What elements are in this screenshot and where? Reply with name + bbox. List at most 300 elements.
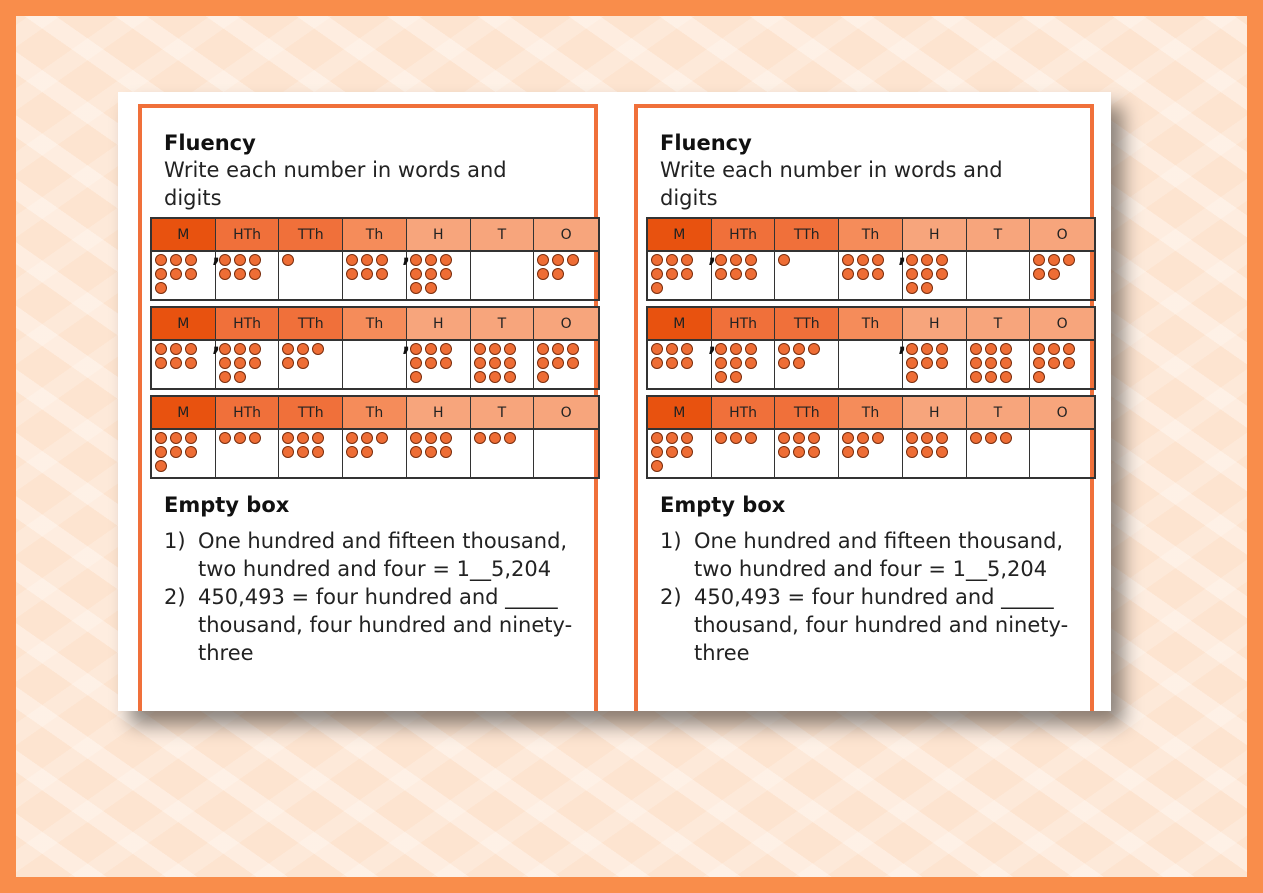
question-text: 450,493 = four hundred and _____ thousand, four hundred and ninety-three [694, 585, 1069, 665]
counter [297, 432, 309, 444]
column-header: HTh [712, 308, 776, 341]
counter [921, 357, 933, 369]
counter [730, 254, 742, 266]
counter [489, 343, 501, 355]
counters [906, 432, 962, 460]
counter [282, 343, 294, 355]
counter [504, 343, 516, 355]
counters [219, 432, 275, 446]
counter [425, 268, 437, 280]
section-title: Empty box [660, 493, 786, 517]
question [660, 527, 1094, 583]
counter [312, 446, 324, 458]
column-header: T [967, 219, 1031, 252]
counter [651, 254, 663, 266]
counter [906, 446, 918, 458]
counter [715, 432, 727, 444]
column-header: M [152, 219, 216, 252]
counter [730, 432, 742, 444]
counter [361, 254, 373, 266]
counter [567, 357, 579, 369]
counter [155, 357, 167, 369]
counter [842, 432, 854, 444]
counter [985, 357, 997, 369]
counter [921, 254, 933, 266]
counter [681, 254, 693, 266]
counter [440, 432, 452, 444]
counter [793, 357, 805, 369]
counters [474, 432, 530, 446]
column-header: M [152, 397, 216, 430]
counter [297, 357, 309, 369]
counter [872, 432, 884, 444]
column-header: H [903, 397, 967, 430]
counters [651, 343, 707, 371]
place-value-grid [646, 395, 1096, 479]
section-title: Empty box [164, 493, 290, 517]
counter [651, 282, 663, 294]
counter [425, 343, 437, 355]
counter [1048, 357, 1060, 369]
counter-cell [648, 252, 712, 299]
column-header: T [471, 219, 535, 252]
counter [666, 357, 678, 369]
column-header: H [903, 219, 967, 252]
counters [906, 343, 962, 385]
column-header: T [967, 397, 1031, 430]
column-header: TTh [279, 308, 343, 341]
counter [970, 432, 982, 444]
column-header: M [152, 308, 216, 341]
counter [361, 432, 373, 444]
counter [537, 371, 549, 383]
column-header: O [534, 397, 598, 430]
column-header: TTh [775, 308, 839, 341]
counter [170, 343, 182, 355]
counter [219, 357, 231, 369]
counter [970, 343, 982, 355]
counter [552, 254, 564, 266]
counter [842, 268, 854, 280]
counter [219, 432, 231, 444]
question-number: 2) [660, 585, 682, 609]
counter-cell [775, 252, 839, 299]
counter [936, 432, 948, 444]
counter [906, 254, 918, 266]
counter [1033, 357, 1045, 369]
column-header: Th [839, 219, 903, 252]
counter [1000, 371, 1012, 383]
column-header: O [1030, 397, 1094, 430]
place-value-grid [150, 395, 600, 479]
counters [842, 432, 898, 460]
counter [170, 268, 182, 280]
counters [651, 432, 707, 474]
column-header: H [407, 397, 471, 430]
counter [715, 254, 727, 266]
counter [346, 268, 358, 280]
counter [185, 343, 197, 355]
counter [312, 432, 324, 444]
counter-cell [152, 341, 216, 388]
counter [297, 446, 309, 458]
counters [219, 254, 275, 282]
counters [906, 254, 962, 296]
counter [474, 343, 486, 355]
counter [440, 357, 452, 369]
counter [666, 446, 678, 458]
digit-comma: , [898, 243, 907, 268]
counter [1048, 343, 1060, 355]
counter-cell [648, 341, 712, 388]
fluency-card-right [634, 104, 1094, 711]
counter [425, 282, 437, 294]
counters [155, 343, 211, 371]
counters [346, 432, 402, 460]
counter [681, 446, 693, 458]
counter [170, 446, 182, 458]
counter [651, 432, 663, 444]
counter [425, 446, 437, 458]
question-number: 2) [164, 585, 186, 609]
counter [489, 357, 501, 369]
counter [504, 357, 516, 369]
counter [1063, 357, 1075, 369]
counter-cell [471, 430, 535, 477]
question-text: One hundred and fifteen thousand, two hundred and four = 1__5,204 [694, 529, 1064, 581]
counter-cell [712, 430, 776, 477]
counters [537, 254, 593, 282]
counter [745, 268, 757, 280]
counters [282, 254, 338, 268]
card-title: Fluency [660, 131, 752, 155]
counter [985, 343, 997, 355]
counter [219, 343, 231, 355]
counter-cell [343, 430, 407, 477]
counter [489, 432, 501, 444]
counter-cell [343, 341, 407, 388]
counter-cell [279, 252, 343, 299]
counters [537, 343, 593, 385]
counter [872, 254, 884, 266]
counter [376, 432, 388, 444]
counter [921, 343, 933, 355]
counter [474, 432, 486, 444]
counter [808, 343, 820, 355]
counter [681, 357, 693, 369]
counter [155, 446, 167, 458]
counter [921, 446, 933, 458]
counter [651, 268, 663, 280]
counter [666, 254, 678, 266]
counter [440, 446, 452, 458]
column-header: M [648, 397, 712, 430]
column-header: M [648, 308, 712, 341]
counter-cell [534, 341, 598, 388]
counter [282, 432, 294, 444]
counter [185, 357, 197, 369]
counter [985, 371, 997, 383]
counter-cell [839, 430, 903, 477]
counter [410, 254, 422, 266]
column-header: TTh [775, 397, 839, 430]
counter [936, 357, 948, 369]
counter-cell [712, 252, 776, 299]
counter [857, 268, 869, 280]
counter-cell [407, 341, 471, 388]
column-header: HTh [216, 308, 280, 341]
column-header: O [534, 219, 598, 252]
counter [234, 357, 246, 369]
counter [730, 357, 742, 369]
counter-cell [407, 252, 471, 299]
counter [567, 254, 579, 266]
counter [346, 446, 358, 458]
column-header: HTh [216, 219, 280, 252]
question [660, 583, 1094, 667]
counter [234, 268, 246, 280]
column-header: Th [343, 219, 407, 252]
counter [921, 282, 933, 294]
counter-cell [471, 252, 535, 299]
counters [970, 432, 1026, 446]
counter [808, 446, 820, 458]
counter-cell [903, 252, 967, 299]
counter [504, 371, 516, 383]
counter [842, 446, 854, 458]
column-header: TTh [279, 397, 343, 430]
counter [410, 446, 422, 458]
column-header: Th [839, 397, 903, 430]
counter [440, 268, 452, 280]
counters [219, 343, 275, 385]
worksheet-preview [118, 92, 1111, 711]
counter-cell [967, 430, 1031, 477]
counter-cell [1030, 430, 1094, 477]
place-value-grid [150, 306, 600, 390]
counter [440, 343, 452, 355]
counter [651, 460, 663, 472]
counter [361, 446, 373, 458]
counter [857, 446, 869, 458]
counter-cell [1030, 252, 1094, 299]
counters [842, 254, 898, 282]
counters [346, 254, 402, 282]
counter [552, 268, 564, 280]
counter [474, 357, 486, 369]
digit-comma: , [212, 243, 221, 268]
digit-comma: , [402, 243, 411, 268]
counter-cell [343, 252, 407, 299]
counters [155, 432, 211, 474]
counter-cell [903, 430, 967, 477]
counter [312, 343, 324, 355]
counter [410, 357, 422, 369]
counter-cell [152, 252, 216, 299]
counters [410, 432, 466, 460]
question [164, 583, 598, 667]
counter [730, 268, 742, 280]
counter [793, 446, 805, 458]
digit-comma: , [708, 243, 717, 268]
counter-cell [534, 252, 598, 299]
counter [681, 432, 693, 444]
counter [778, 254, 790, 266]
counter-cell [839, 252, 903, 299]
counter [793, 343, 805, 355]
counter [155, 343, 167, 355]
counter-cell [903, 341, 967, 388]
counter [185, 432, 197, 444]
counter [234, 254, 246, 266]
place-value-grid [150, 217, 600, 301]
counter [906, 371, 918, 383]
counter [219, 268, 231, 280]
counters [410, 254, 466, 296]
counters [778, 343, 834, 371]
counter [857, 254, 869, 266]
counter [857, 432, 869, 444]
counter [440, 254, 452, 266]
column-header: T [471, 308, 535, 341]
counter [778, 432, 790, 444]
counter [410, 343, 422, 355]
counter-cell [216, 252, 280, 299]
counter [936, 268, 948, 280]
fluency-card-left [138, 104, 598, 711]
counter [249, 268, 261, 280]
counter [715, 371, 727, 383]
counter [155, 268, 167, 280]
column-header: O [1030, 219, 1094, 252]
card-title: Fluency [164, 131, 256, 155]
counter [234, 343, 246, 355]
counter [489, 371, 501, 383]
counter [778, 357, 790, 369]
counter-cell [1030, 341, 1094, 388]
counter-cell [471, 341, 535, 388]
column-header: TTh [775, 219, 839, 252]
counter [282, 254, 294, 266]
counters [778, 254, 834, 268]
question [164, 527, 598, 583]
counter [936, 254, 948, 266]
column-header: M [648, 219, 712, 252]
counter [745, 357, 757, 369]
question-number: 1) [164, 529, 186, 553]
counters [1033, 343, 1089, 385]
digit-comma: , [212, 332, 221, 357]
counter [155, 254, 167, 266]
counter [906, 343, 918, 355]
counter [936, 446, 948, 458]
question-text: One hundred and fifteen thousand, two hundred and four = 1__5,204 [198, 529, 568, 581]
counter [410, 371, 422, 383]
counter [282, 446, 294, 458]
counter-cell [407, 430, 471, 477]
counter [234, 432, 246, 444]
counter [249, 254, 261, 266]
counter [170, 254, 182, 266]
counter [346, 432, 358, 444]
counter [185, 254, 197, 266]
counters [282, 343, 338, 371]
counter [730, 343, 742, 355]
question-number: 1) [660, 529, 682, 553]
counter [1048, 254, 1060, 266]
counter [170, 432, 182, 444]
place-value-grid [646, 217, 1096, 301]
counter [376, 254, 388, 266]
counter [155, 282, 167, 294]
counter [249, 343, 261, 355]
counter [1048, 268, 1060, 280]
counter [1000, 432, 1012, 444]
place-value-grid [646, 306, 1096, 390]
counter [410, 268, 422, 280]
counter [552, 357, 564, 369]
counter [906, 282, 918, 294]
counter-cell [967, 341, 1031, 388]
counter [410, 432, 422, 444]
counter [906, 268, 918, 280]
counter [681, 268, 693, 280]
digit-comma: , [402, 332, 411, 357]
counter [872, 268, 884, 280]
counter [1063, 254, 1075, 266]
counters [155, 254, 211, 296]
counter [282, 357, 294, 369]
counters [474, 343, 530, 385]
counter [793, 432, 805, 444]
counter [249, 432, 261, 444]
counter-cell [279, 341, 343, 388]
counters [1033, 254, 1089, 282]
counter [234, 371, 246, 383]
column-header: O [534, 308, 598, 341]
counter [249, 357, 261, 369]
counter [778, 446, 790, 458]
counters [970, 343, 1026, 385]
counters [715, 343, 771, 385]
column-header: TTh [279, 219, 343, 252]
column-header: Th [343, 308, 407, 341]
column-header: T [967, 308, 1031, 341]
counter-cell [839, 341, 903, 388]
counter-cell [967, 252, 1031, 299]
card-instruction: Write each number in words and digits [660, 158, 1003, 210]
counter [346, 254, 358, 266]
column-header: HTh [216, 397, 280, 430]
counter [537, 357, 549, 369]
counter [906, 432, 918, 444]
counter [778, 343, 790, 355]
counter [567, 343, 579, 355]
counter [666, 268, 678, 280]
counters [651, 254, 707, 296]
counter [425, 357, 437, 369]
counter [552, 343, 564, 355]
counter [1000, 343, 1012, 355]
column-header: O [1030, 308, 1094, 341]
counter [185, 268, 197, 280]
counter-cell [712, 341, 776, 388]
counter [970, 357, 982, 369]
counters [715, 432, 771, 446]
column-header: T [471, 397, 535, 430]
counter-cell [534, 430, 598, 477]
counter [376, 268, 388, 280]
